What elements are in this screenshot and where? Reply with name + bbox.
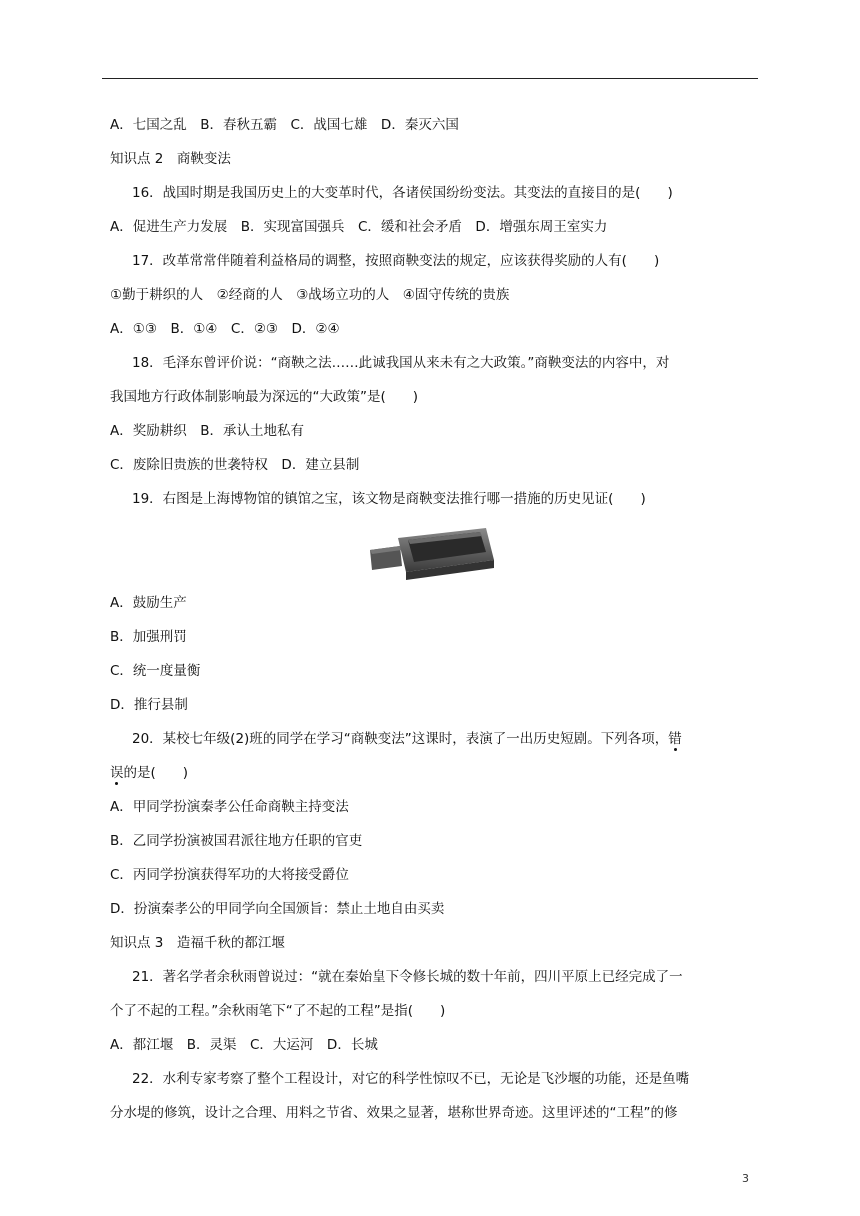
statements-q17: ①勤于耕织的人 ②经商的人 ③战场立功的人 ④固守传统的贵族 [110,287,510,303]
page-content [110,108,760,1130]
question-20-line-1 [110,722,760,756]
options-q17: A．①③ B．①④ C．②③ D．②④ [110,321,340,337]
question-18-line-1: 18．毛泽东曾评价说：“商鞅之法……此诚我国从来未有之大政策。”商鞅变法的内容中，对 [132,355,670,371]
question-20-line-2 [110,756,760,790]
option-q19-c: C．统一度量衡 [110,663,201,679]
section-heading-2: 知识点 2 商鞅变法 [110,151,231,167]
page-number: 3 [742,1172,749,1185]
option-q20-d: D．扮演秦孝公的甲同学向全国颁旨：禁止土地自由买卖 [110,901,445,917]
question-20-text: 20．某校七年级(2)班的同学在学习“商鞅变法”这课时，表演了一出历史短剧。下列各项， [132,731,669,747]
options-q15: A．七国之乱 B．春秋五霸 C．战国七雄 D．秦灭六国 [110,117,459,133]
emphasis-char: 误 [110,765,124,781]
question-22-line-2: 分水堤的修筑，设计之合理、用料之节省、效果之显著，堪称世界奇迹。这里评述的“工程”的修 [110,1105,678,1121]
option-q20-b: B．乙同学扮演被国君派往地方任职的官吏 [110,833,363,849]
question-21-line-1: 21．著名学者余秋雨曾说过：“就在秦始皇下令修长城的数十年前，四川平原上已经完成了一 [132,969,683,985]
header-rule [102,78,758,79]
question-22-line-1: 22．水利专家考察了整个工程设计，对它的科学性惊叹不已，无论是飞沙堰的功能，还是鱼嘴 [132,1071,690,1087]
question-18-line-2: 我国地方行政体制影响最为深远的“大政策”是( ) [110,389,419,405]
options-q16: A．促进生产力发展 B．实现富国强兵 C．缓和社会矛盾 D．增强东周王室实力 [110,219,608,235]
emphasis-char: 错 [668,731,682,747]
question-17: 17．改革常常伴随着利益格局的调整，按照商鞅变法的规定，应该获得奖励的人有( ) [132,253,660,269]
option-q20-c: C．丙同学扮演获得军功的大将接受爵位 [110,867,349,883]
option-q19-b: B．加强刑罚 [110,629,187,645]
options-q21: A．都江堰 B．灵渠 C．大运河 D．长城 [110,1037,378,1053]
question-19: 19．右图是上海博物馆的镇馆之宝，该文物是商鞅变法推行哪一措施的历史见证( ) [132,491,646,507]
option-q19-a: A．鼓励生产 [110,595,187,611]
options-q18-row-2: C．废除旧贵族的世袭特权 D．建立县制 [110,457,360,473]
bronze-measure-artifact-image [368,520,498,580]
question-20-text: 的是( ) [123,765,189,781]
question-21-line-2: 个了不起的工程。”余秋雨笔下“了不起的工程”是指( ) [110,1003,446,1019]
figure-row [110,516,760,586]
options-q18-row-1: A．奖励耕织 B．承认土地私有 [110,423,304,439]
question-16: 16．战国时期是我国历史上的大变革时代，各诸侯国纷纷变法。其变法的直接目的是( ) [132,185,673,201]
option-q20-a: A．甲同学扮演秦孝公任命商鞅主持变法 [110,799,349,815]
option-q19-d: D．推行县制 [110,697,188,713]
section-heading-3: 知识点 3 造福千秋的都江堰 [110,935,285,951]
